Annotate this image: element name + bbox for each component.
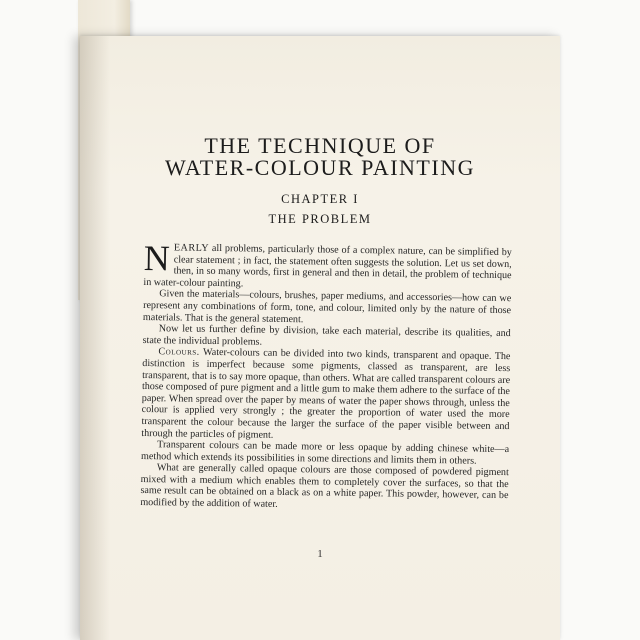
paragraph-1 — [143, 238, 512, 294]
paragraph-4 — [141, 346, 510, 444]
page-number: 1 — [317, 548, 323, 560]
opening-word: EARLY — [173, 242, 210, 254]
paragraph-1-text: all problems, particularly those of a complex nature, can be simplified by clear statement ; in fact, the statement often suggests the solution. Let us set down, then, in so many words, first in general and then in detail, the problem of technique in water-colour painting. — [143, 242, 512, 290]
paragraph-2: Given the materials—colours, brushes, paper mediums, and accessories—how can we represent any combinations of form, tone, and colour, limited only by the nature of those materials. That is the general statement. — [142, 288, 512, 325]
body-text — [140, 238, 512, 514]
chapter-heading: CHAPTER I — [281, 192, 359, 206]
section-label: Colours. — [158, 346, 200, 359]
paragraph-4-text: Water-colours can be divided into two kinds, transparent and opaque. The distinction is imperfect because some pigments, classed as transparent, are less transparent, that is to say more opaque, than others. What are called transparent colours are those composed of pure pigment and a little gum to make them adhere to the surface of the paper. When spread over the paper by means of water the paper shows through, unless the colour is applied very strongly ; the greater the proportion of water used the more transparent the colour because the larger the surface of the paper visible between and through the particles of pigment. — [141, 347, 511, 441]
paragraph-5: Transparent colours can be made more or less opaque by adding chinese white—a method which extends its possibilities in some directions and limits them in others. — [140, 439, 510, 467]
book-title-line-2: WATER-COLOUR PAINTING — [165, 155, 475, 180]
book-title-line-1: THE TECHNIQUE OF — [204, 133, 436, 158]
chapter-title: THE PROBLEM — [268, 212, 372, 226]
drop-cap: N — [143, 238, 171, 279]
paragraph-3: Now let us further define by division, take each material, describe its qualities, and state the individual problems. — [142, 323, 511, 348]
paragraph-6: What are generally called opaque colours are those composed of powdered pigment mixed with a medium which enables them to completely cover the surfaces, so that the same result can be obtained on a black as on a white paper. This powder, however, can be modified by the addition of water. — [140, 462, 509, 510]
